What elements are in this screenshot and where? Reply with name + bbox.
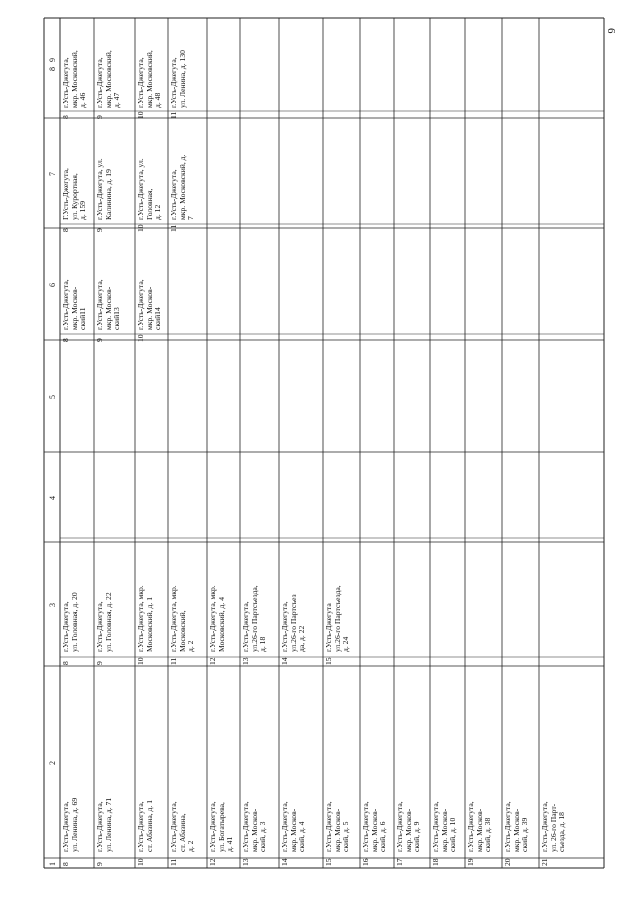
row-number: 15: [324, 858, 333, 866]
cell-number: 8: [61, 228, 70, 232]
cell-number: 11: [169, 224, 178, 232]
cell-address: г.Усть-Джегута, ст. Абазина, д. 2: [169, 801, 196, 852]
cell-number: 10: [136, 224, 145, 232]
row-number: 16: [361, 858, 370, 866]
cell-address: г.Усть-Джегута, мкр. Москов- ский, д. 3: [241, 801, 268, 852]
row-number: 14: [280, 858, 289, 866]
cell-address: г.Усть-Джегута, мкр. Москов- ский, д. 5: [324, 801, 351, 852]
cell-address: г.Усть-Джегута, мкр. Москов- ский, д. 6: [361, 801, 388, 852]
column-header: 7: [48, 172, 57, 176]
column-header: 3: [48, 603, 57, 607]
cell-address: г.Усть-Джегута, мкр. Московский, д. 4: [208, 585, 226, 652]
cell-number: 8: [61, 115, 70, 119]
cell-address: г.Усть-Джегута, ул. Богатырева, д. 41: [208, 801, 235, 852]
row-number: 21: [540, 858, 549, 866]
row-number: 17: [395, 858, 404, 866]
column-header: 5: [48, 395, 57, 399]
cell-number: 15: [324, 657, 333, 665]
row-number: 10: [136, 858, 145, 866]
row-number: 8: [61, 862, 70, 866]
cell-address: г.Усть-Джегута, ул. Ленина, д. 69: [61, 797, 79, 852]
row-number: 20: [503, 858, 512, 866]
cell-address: г.Усть-Джегута, мкр. Москов- ский, д. 39: [503, 801, 530, 852]
cell-address: г.Усть-Джегута, ул.26-го Партсъез да, д. 22: [280, 594, 307, 652]
row-number: 18: [431, 858, 440, 866]
column-header: 9: [48, 58, 57, 62]
cell-address: г.Усть-Джегута, мкр. Московский, д. 2: [169, 585, 196, 652]
cell-number: 10: [136, 657, 145, 665]
page-number: 6: [605, 28, 617, 34]
cell-number: 9: [95, 115, 104, 119]
cell-number: 10: [136, 111, 145, 119]
cell-number: 12: [208, 657, 217, 665]
row-number: 11: [169, 858, 178, 866]
cell-number: 13: [241, 657, 250, 665]
cell-address: г.Усть-Джегута, мкр. Московский, д. 47: [95, 50, 122, 108]
row-number: 19: [466, 858, 475, 866]
cell-address: г.Усть-Джегута, мкр. Москов- ский, д. 38: [466, 801, 493, 852]
cell-address: г.Усть-Джегута, мкр. Москов- ский11: [61, 279, 88, 330]
cell-address: г.Усть-Джегута, ул. Ленина, д. 130: [169, 50, 187, 108]
cell-address: г.Усть-Джегута, ул. Головная, д. 22: [95, 592, 113, 652]
row-number: 13: [241, 858, 250, 866]
cell-number: 8: [61, 661, 70, 665]
cell-number: 11: [169, 111, 178, 119]
cell-number: 9: [95, 338, 104, 342]
cell-address: г.Усть-Джегута, ул.26-го Партсъезда, д. 18: [241, 585, 268, 652]
cell-number: 14: [280, 657, 289, 665]
cell-address: г.Усть-Джегута ул.26-го Партсъезда, д. 24: [324, 585, 351, 652]
cell-address: г.Усть-Джегута, мкр. Москов- ский, д. 4: [280, 801, 307, 852]
column-header: 1: [48, 862, 57, 866]
column-header: 8: [48, 67, 57, 71]
cell-address: г.Усть-Джегута, ул. Головная, д. 12: [136, 158, 163, 220]
cell-address: г.Усть-Джегута, мкр. Москов- ский14: [136, 279, 163, 330]
column-header: 6: [48, 283, 57, 287]
cell-address: г.Усть-Джегута, мкр. Московский, д. 1: [136, 585, 154, 652]
cell-number: 8: [61, 338, 70, 342]
cell-address: г.Усть-Джегута, мкр. Московский, д. 48: [136, 50, 163, 108]
cell-address: г.Усть-Джегута, ст. Абазина, д. 1: [136, 800, 154, 852]
cell-address: г.Усть-Джегута, ул. 26-го Парт- съезда, д. 18: [540, 801, 567, 852]
cell-address: г.Усть-Джегута, ул. Головная, д. 20: [61, 592, 79, 652]
column-header: 4: [48, 496, 57, 500]
cell-address: Г.Усть-Джегута, ул. Курортная, д. 159: [61, 168, 88, 220]
cell-number: 10: [136, 334, 145, 342]
cell-address: г.Усть-Джегута, мкр. Московский, д. 46: [61, 50, 88, 108]
cell-address: г.Усть-Джегута, мкр. Москов- ский, д. 10: [431, 801, 458, 852]
cell-address: г.Усть-Джегута, мкр. Москов- ский, д. 9: [395, 801, 422, 852]
cell-address: г.Усть-Джегута, ул. Ленина, д. 71: [95, 797, 113, 852]
cell-address: г.Усть-Джегута, мкр. Москов- ский13: [95, 279, 122, 330]
cell-number: 11: [169, 657, 178, 665]
column-header: 2: [48, 761, 57, 765]
row-number: 9: [95, 862, 104, 866]
cell-number: 9: [95, 228, 104, 232]
cell-address: г.Усть-Джегута, ул. Калинина, д. 19: [95, 158, 113, 220]
cell-address: г.Усть-Джегута, мкр. Московский, д. 7: [169, 154, 196, 220]
cell-number: 9: [95, 661, 104, 665]
row-number: 12: [208, 858, 217, 866]
